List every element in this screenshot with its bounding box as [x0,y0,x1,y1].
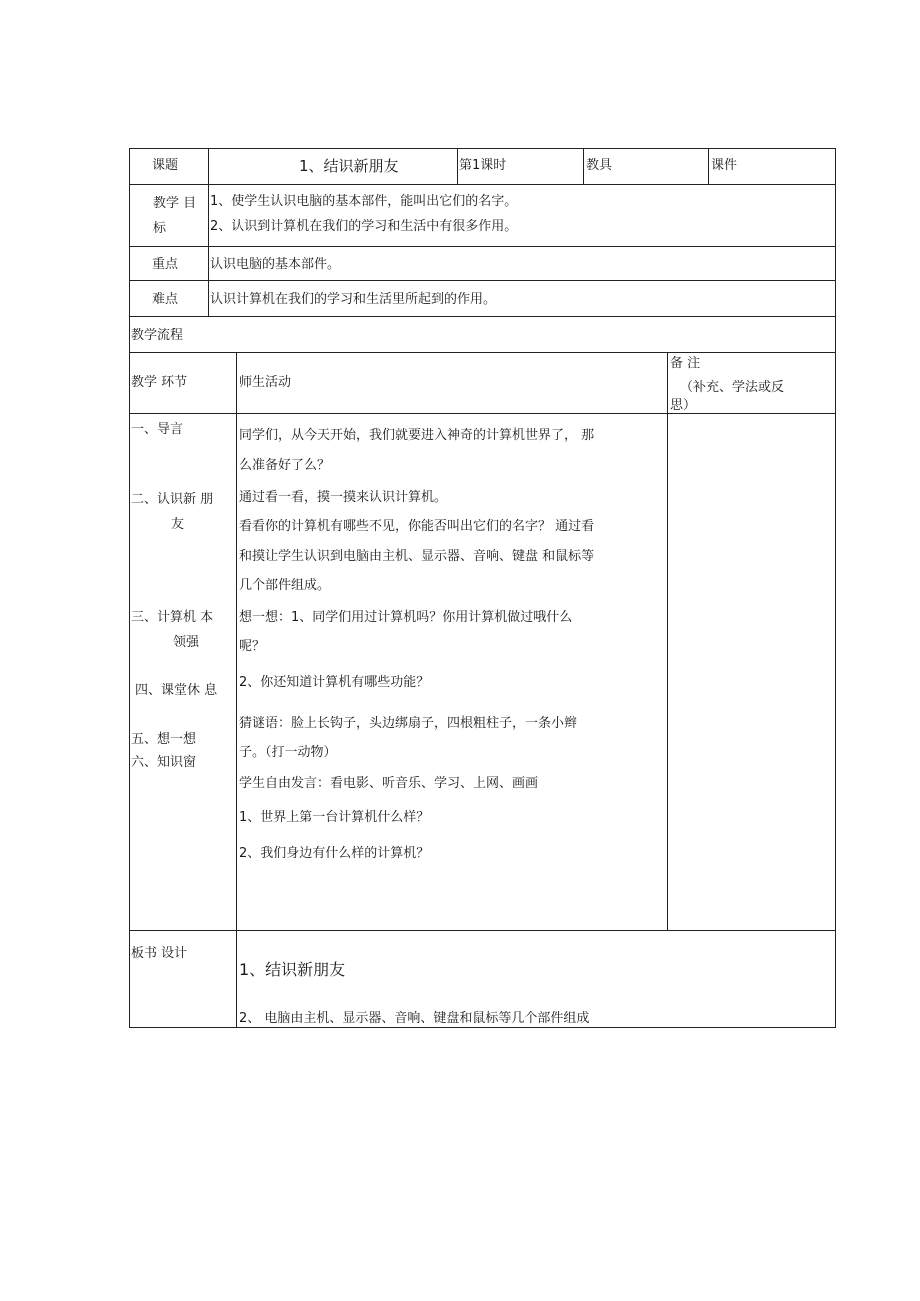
subject-label: 课题 [152,158,179,173]
activity-line: 1、世界上第一台计算机什么样？ [239,810,430,825]
stage-item: 三、计算机 本 [131,610,214,625]
key-point-label: 重点 [152,257,179,272]
goal-item: 2、认识到计算机在我们的学习和生活中有很多作用。 [210,219,518,234]
notes-header-line1: 备 注 [670,356,701,371]
goals-label-line1: 教学 目 [153,196,197,211]
activity-line: 同学们，从今天开始，我们就要进入神奇的计算机世界了， 那 [239,428,595,443]
stage-item: 二、认识新 朋 [131,492,214,507]
activity-line: 猜谜语：脸上长钩子，头边绑扇子，四根粗柱子，一条小辫 [239,716,578,731]
lesson-title: 1、结识新朋友 [299,157,399,175]
difficulty-label: 难点 [152,292,179,307]
activity-line: 和摸让学生认识到电脑由主机、显示器、音响、键盘 和鼠标等 [239,549,595,564]
goals-label-line2: 标 [153,221,167,236]
stage-item: 友 [171,517,185,532]
process-title: 教学流程 [131,328,184,343]
activity-line: 呢？ [239,639,266,654]
activity-line: 学生自由发言：看电影、听音乐、学习、上网、画画 [239,776,539,791]
stage-item: 四、课堂休 息 [135,683,218,698]
activity-line: 子。（打一动物） [239,745,337,760]
key-point-value: 认识电脑的基本部件。 [210,257,341,272]
stage-item: 六、知识窗 [131,755,197,770]
goal-item: 1、使学生认识电脑的基本部件，能叫出它们的名字。 [210,194,518,209]
difficulty-value: 认识计算机在我们的学习和生活里所起到的作用。 [210,292,497,307]
stage-item: 五、想一想 [131,732,197,747]
activity-line: 么准备好了么？ [239,458,331,473]
notes-header-line3: 思） [670,398,697,413]
board-line-2: 2、 电脑由主机、显示器、音响、键盘和鼠标等几个部件组成 [239,1011,590,1026]
activity-line: 通过看一看，摸一摸来认识计算机。 [239,490,448,505]
notes-header-line2: （补充、学法或反 [680,380,785,395]
stage-item: 领强 [173,635,200,650]
activity-line: 想一想：1、同学们用过计算机吗？你用计算机做过哦什么 [239,610,573,625]
activity-column-header: 师生活动 [239,375,292,390]
board-line-1: 1、结识新朋友 [239,960,346,979]
stage-column-header: 教学 环节 [131,375,188,390]
teaching-aid-value: 课件 [711,158,738,173]
board-label: 板书 设计 [131,946,188,961]
activity-line: 2、你还知道计算机有哪些功能？ [239,675,430,690]
activity-line: 看看你的计算机有哪些不见，你能否叫出它们的名字？ 通过看 [239,519,595,534]
teaching-aid-label: 教具 [586,158,613,173]
lesson-period: 第1课时 [459,158,507,173]
activity-line: 几个部件组成。 [239,578,331,593]
activity-line: 2、我们身边有什么样的计算机？ [239,846,430,861]
stage-item: 一、导言 [131,422,184,437]
